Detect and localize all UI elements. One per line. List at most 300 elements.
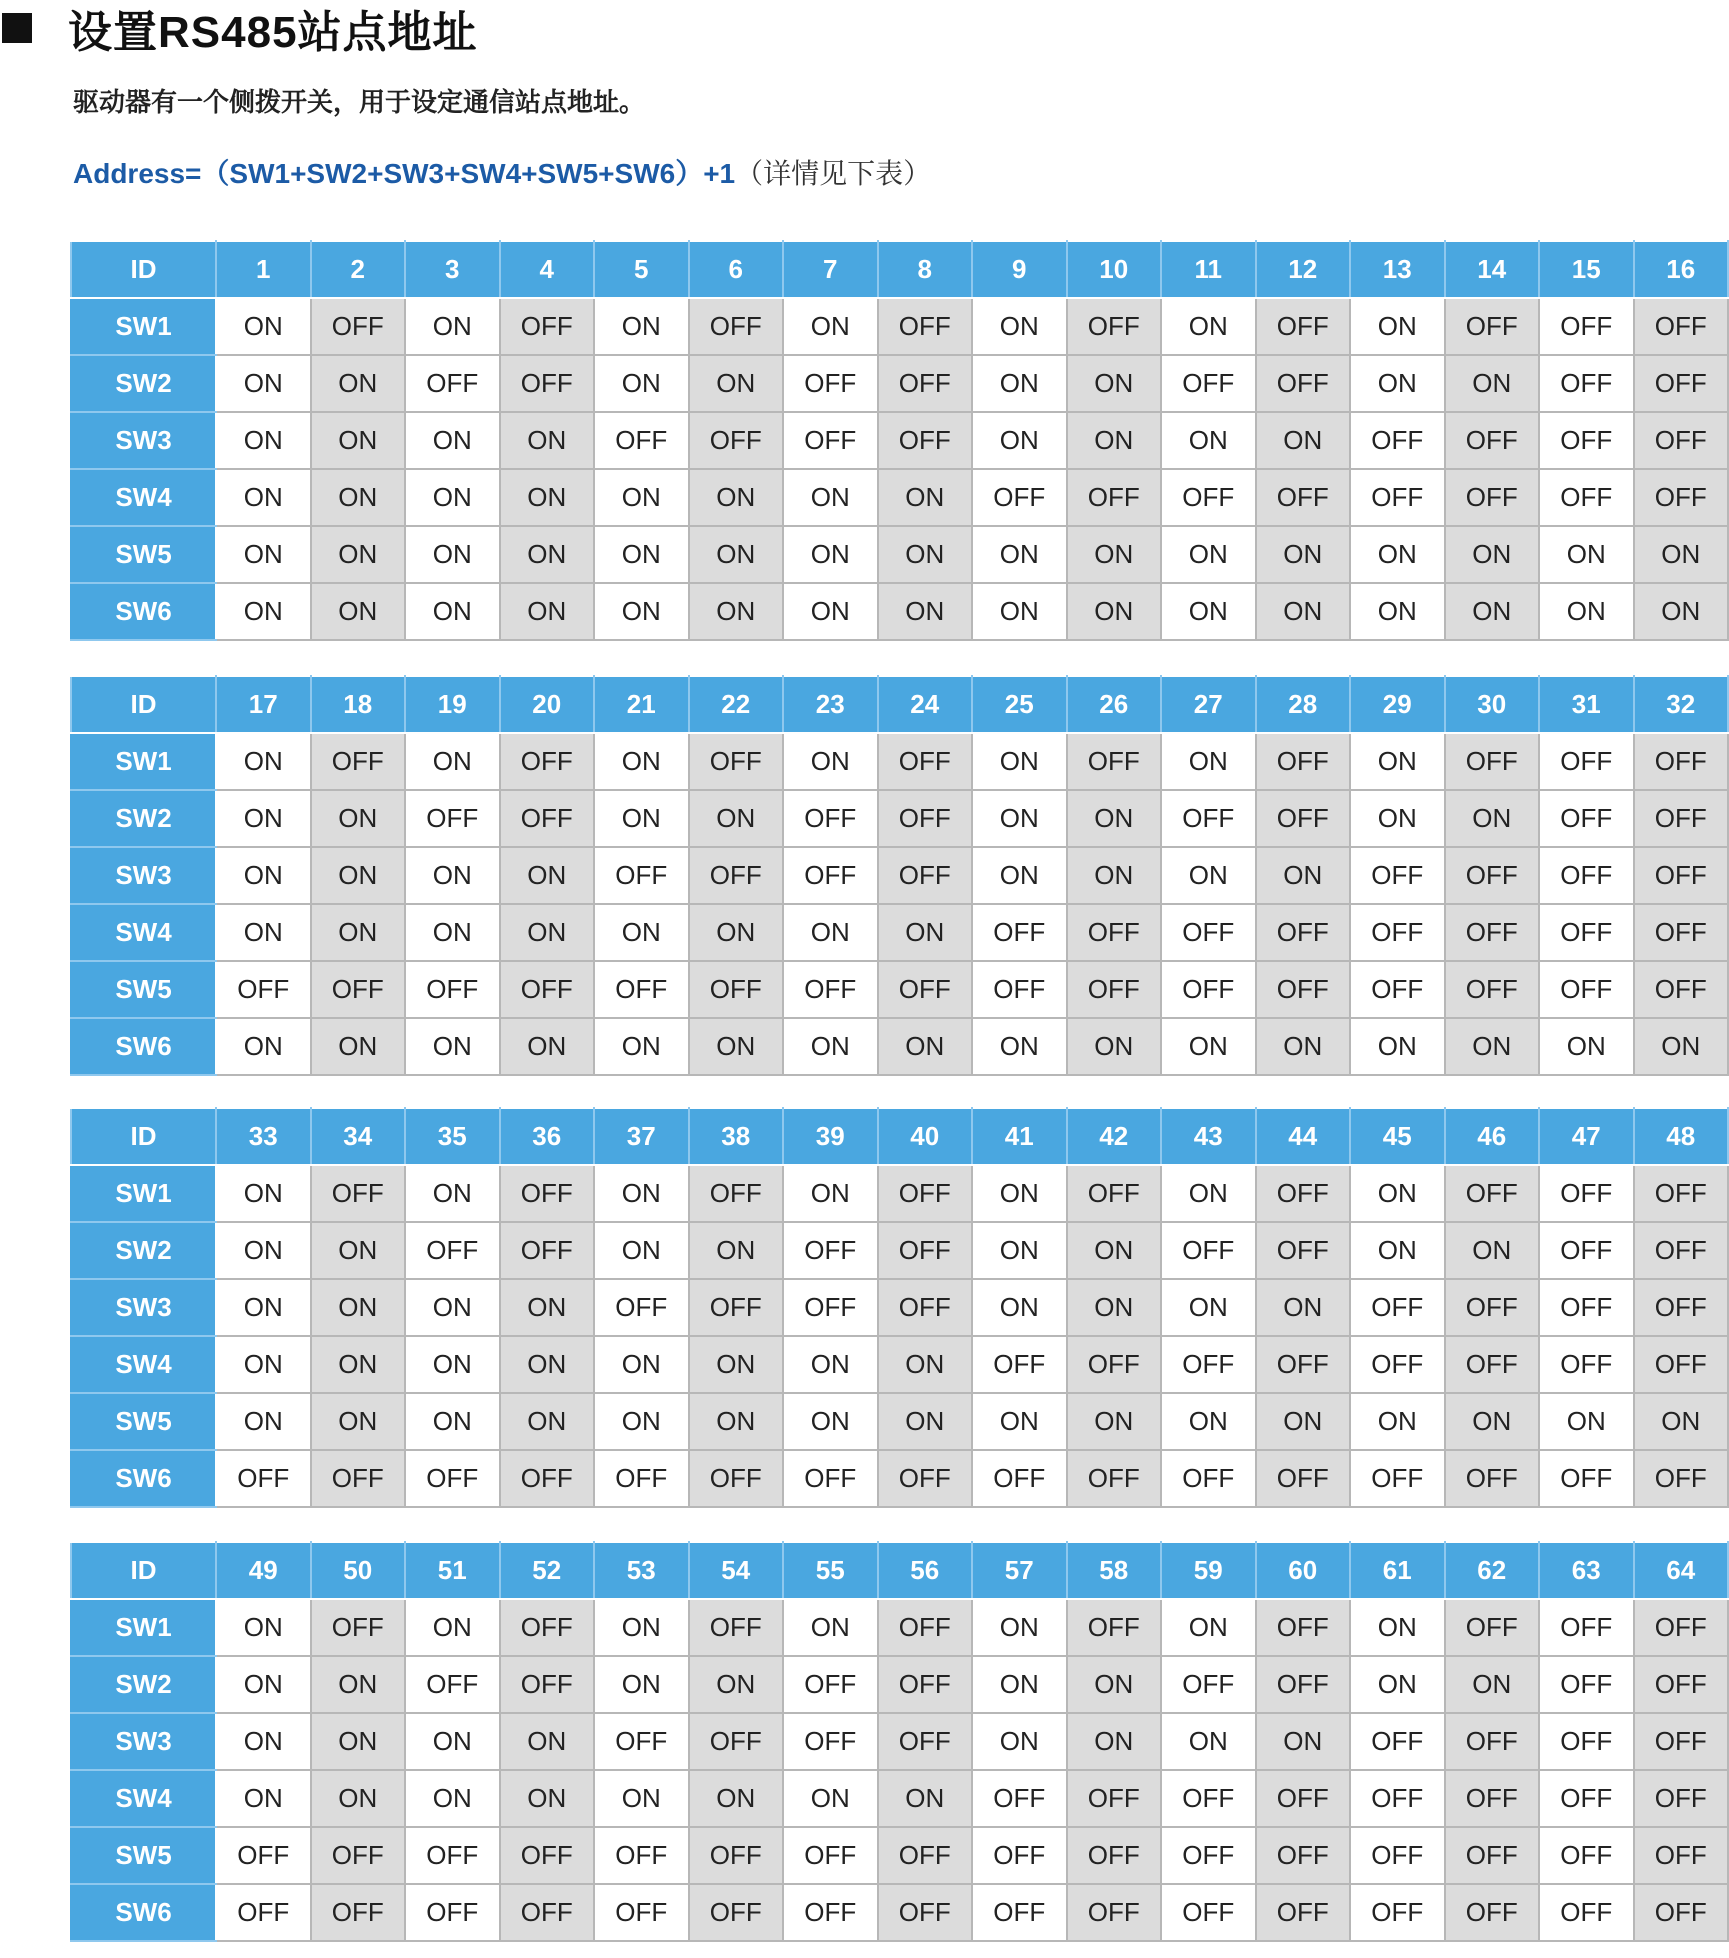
switch-state-cell: ON	[1634, 1393, 1729, 1450]
switch-state-cell: OFF	[1445, 1336, 1540, 1393]
id-header-cell: 7	[783, 241, 878, 298]
switch-state-cell: OFF	[500, 1884, 595, 1941]
switch-state-cell: ON	[311, 1018, 406, 1075]
switch-state-cell: OFF	[878, 355, 973, 412]
switch-state-cell: OFF	[1539, 1279, 1634, 1336]
switch-state-cell: OFF	[1161, 355, 1256, 412]
switch-state-cell: ON	[972, 412, 1067, 469]
switch-state-cell: OFF	[1067, 733, 1162, 790]
id-header-cell: 20	[500, 676, 595, 733]
switch-label: SW3	[71, 412, 216, 469]
switch-state-cell: OFF	[1256, 1884, 1351, 1941]
switch-state-cell: OFF	[405, 1884, 500, 1941]
switch-state-cell: OFF	[1634, 355, 1729, 412]
switch-state-cell: ON	[1350, 298, 1445, 355]
switch-state-cell: ON	[1256, 1713, 1351, 1770]
switch-state-cell: OFF	[594, 1713, 689, 1770]
switch-state-cell: ON	[1350, 1393, 1445, 1450]
switch-state-cell: OFF	[878, 1165, 973, 1222]
id-header-cell: 64	[1634, 1542, 1729, 1599]
switch-label: SW2	[71, 1656, 216, 1713]
table-row	[71, 1656, 1728, 1713]
switch-state-cell: OFF	[1161, 469, 1256, 526]
switch-state-cell: ON	[405, 583, 500, 640]
switch-state-cell: OFF	[1256, 1336, 1351, 1393]
switch-state-cell: ON	[1256, 847, 1351, 904]
id-header-cell: 57	[972, 1542, 1067, 1599]
switch-state-cell: ON	[1539, 583, 1634, 640]
id-header-cell: 1	[216, 241, 311, 298]
switch-state-cell: ON	[783, 1018, 878, 1075]
switch-state-cell: OFF	[1634, 1770, 1729, 1827]
switch-state-cell: ON	[972, 526, 1067, 583]
switch-state-cell: ON	[1634, 526, 1729, 583]
switch-state-cell: ON	[594, 1222, 689, 1279]
switch-state-cell: ON	[311, 904, 406, 961]
switch-state-cell: OFF	[972, 469, 1067, 526]
id-header-row	[71, 1108, 1728, 1165]
switch-state-cell: ON	[594, 733, 689, 790]
switch-state-cell: ON	[783, 298, 878, 355]
switch-state-cell: OFF	[689, 298, 784, 355]
switch-state-cell: ON	[689, 790, 784, 847]
id-header-row	[71, 676, 1728, 733]
switch-state-cell: OFF	[216, 1450, 311, 1507]
switch-state-cell: OFF	[500, 1222, 595, 1279]
id-header-cell: 52	[500, 1542, 595, 1599]
switch-state-cell: OFF	[1350, 1827, 1445, 1884]
switch-state-cell: OFF	[783, 847, 878, 904]
switch-state-cell: ON	[1256, 1018, 1351, 1075]
intro-text: 驱动器有一个侧拨开关，用于设定通信站点地址。	[73, 87, 646, 117]
switch-state-cell: ON	[783, 904, 878, 961]
switch-state-cell: ON	[689, 469, 784, 526]
switch-state-cell: ON	[500, 412, 595, 469]
switch-state-cell: ON	[1445, 1656, 1540, 1713]
switch-state-cell: ON	[1067, 847, 1162, 904]
switch-state-cell: ON	[689, 583, 784, 640]
switch-state-cell: ON	[1350, 1018, 1445, 1075]
switch-state-cell: OFF	[1256, 1450, 1351, 1507]
id-header-cell: 50	[311, 1542, 406, 1599]
switch-state-cell: OFF	[1445, 904, 1540, 961]
switch-state-cell: ON	[1350, 790, 1445, 847]
switch-label: SW3	[71, 847, 216, 904]
switch-state-cell: OFF	[689, 412, 784, 469]
section-title: 设置RS485站点地址	[68, 8, 478, 57]
switch-state-cell: OFF	[1634, 790, 1729, 847]
switch-label: SW5	[71, 961, 216, 1018]
switch-state-cell: ON	[311, 790, 406, 847]
table-row	[71, 1336, 1728, 1393]
switch-state-cell: ON	[1539, 1393, 1634, 1450]
switch-state-cell: OFF	[1350, 1336, 1445, 1393]
switch-state-cell: ON	[405, 469, 500, 526]
switch-state-cell: OFF	[783, 355, 878, 412]
id-header-cell: 31	[1539, 676, 1634, 733]
switch-state-cell: OFF	[500, 355, 595, 412]
switch-state-cell: OFF	[1539, 1599, 1634, 1656]
switch-state-cell: OFF	[783, 790, 878, 847]
id-header-cell: 35	[405, 1108, 500, 1165]
switch-state-cell: ON	[594, 904, 689, 961]
switch-state-cell: ON	[783, 733, 878, 790]
switch-label: SW2	[71, 790, 216, 847]
formula-note: （详情见下表）	[735, 158, 932, 189]
switch-state-cell: ON	[594, 1018, 689, 1075]
switch-state-cell: ON	[972, 355, 1067, 412]
switch-state-cell: OFF	[972, 1450, 1067, 1507]
switch-state-cell: OFF	[1539, 355, 1634, 412]
table-row	[71, 298, 1728, 355]
switch-state-cell: OFF	[1445, 1165, 1540, 1222]
table-row	[71, 1222, 1728, 1279]
switch-state-cell: OFF	[1634, 469, 1729, 526]
switch-state-cell: OFF	[311, 1599, 406, 1656]
id-header-cell: 12	[1256, 241, 1351, 298]
switch-state-cell: ON	[689, 1018, 784, 1075]
switch-state-cell: OFF	[1161, 1656, 1256, 1713]
switch-state-cell: OFF	[1634, 961, 1729, 1018]
switch-state-cell: ON	[1161, 1165, 1256, 1222]
switch-state-cell: OFF	[500, 1656, 595, 1713]
id-header-cell: 46	[1445, 1108, 1540, 1165]
switch-state-cell: OFF	[500, 1165, 595, 1222]
switch-state-cell: ON	[1067, 355, 1162, 412]
switch-state-cell: ON	[783, 1599, 878, 1656]
switch-state-cell: OFF	[594, 961, 689, 1018]
switch-state-cell: OFF	[1161, 1450, 1256, 1507]
switch-label: SW1	[71, 733, 216, 790]
switch-state-cell: OFF	[1539, 1884, 1634, 1941]
switch-table	[70, 675, 1729, 1076]
switch-state-cell: ON	[1256, 412, 1351, 469]
id-header-cell: 19	[405, 676, 500, 733]
id-header-row	[71, 1542, 1728, 1599]
switch-state-cell: ON	[878, 1018, 973, 1075]
switch-state-cell: OFF	[216, 961, 311, 1018]
switch-state-cell: ON	[216, 583, 311, 640]
switch-state-cell: ON	[1445, 1222, 1540, 1279]
switch-state-cell: OFF	[1634, 1827, 1729, 1884]
switch-state-cell: OFF	[500, 790, 595, 847]
switch-state-cell: OFF	[1256, 1165, 1351, 1222]
id-header-cell: 10	[1067, 241, 1162, 298]
switch-state-cell: ON	[311, 1336, 406, 1393]
switch-state-cell: OFF	[878, 1656, 973, 1713]
switch-state-cell: OFF	[1445, 847, 1540, 904]
switch-state-cell: OFF	[1350, 1450, 1445, 1507]
table-row	[71, 1599, 1728, 1656]
switch-state-cell: OFF	[1539, 298, 1634, 355]
id-header-cell: 40	[878, 1108, 973, 1165]
switch-state-cell: ON	[1161, 526, 1256, 583]
table-row	[71, 526, 1728, 583]
id-header-label: ID	[71, 1108, 216, 1165]
switch-state-cell: OFF	[1350, 469, 1445, 526]
switch-state-cell: OFF	[1256, 1656, 1351, 1713]
switch-state-cell: OFF	[1256, 1222, 1351, 1279]
switch-state-cell: OFF	[1067, 1599, 1162, 1656]
switch-state-cell: ON	[1256, 1393, 1351, 1450]
table-row	[71, 1165, 1728, 1222]
switch-state-cell: ON	[1067, 1279, 1162, 1336]
switch-state-cell: ON	[1161, 298, 1256, 355]
switch-state-cell: ON	[311, 583, 406, 640]
switch-state-cell: OFF	[1067, 1336, 1162, 1393]
switch-state-cell: ON	[311, 412, 406, 469]
table-row	[71, 469, 1728, 526]
table-row	[71, 412, 1728, 469]
id-header-cell: 27	[1161, 676, 1256, 733]
id-header-cell: 47	[1539, 1108, 1634, 1165]
switch-label: SW4	[71, 1770, 216, 1827]
switch-state-cell: OFF	[1350, 1884, 1445, 1941]
switch-label: SW1	[71, 298, 216, 355]
switch-state-cell: ON	[405, 904, 500, 961]
id-header-cell: 42	[1067, 1108, 1162, 1165]
switch-state-cell: ON	[311, 469, 406, 526]
switch-state-cell: ON	[594, 469, 689, 526]
table-row	[71, 790, 1728, 847]
id-header-cell: 21	[594, 676, 689, 733]
switch-state-cell: OFF	[689, 1279, 784, 1336]
switch-state-cell: OFF	[405, 1222, 500, 1279]
switch-state-cell: ON	[1161, 847, 1256, 904]
switch-state-cell: OFF	[1161, 961, 1256, 1018]
id-header-cell: 16	[1634, 241, 1729, 298]
switch-state-cell: OFF	[878, 1279, 973, 1336]
switch-label: SW6	[71, 583, 216, 640]
dip-table-1	[70, 240, 1729, 641]
switch-state-cell: ON	[311, 847, 406, 904]
id-header-cell: 24	[878, 676, 973, 733]
formula-expression: Address=（SW1+SW2+SW3+SW4+SW5+SW6）+1	[73, 158, 736, 189]
dip-table-2	[70, 675, 1729, 1076]
switch-state-cell: OFF	[1634, 904, 1729, 961]
id-header-cell: 36	[500, 1108, 595, 1165]
switch-state-cell: ON	[1067, 1018, 1162, 1075]
switch-state-cell: ON	[878, 1393, 973, 1450]
switch-state-cell: OFF	[689, 1165, 784, 1222]
table-row	[71, 355, 1728, 412]
switch-state-cell: ON	[878, 583, 973, 640]
switch-state-cell: ON	[594, 790, 689, 847]
switch-state-cell: OFF	[1067, 1450, 1162, 1507]
id-header-cell: 13	[1350, 241, 1445, 298]
switch-state-cell: OFF	[1161, 1222, 1256, 1279]
switch-state-cell: ON	[594, 298, 689, 355]
switch-state-cell: OFF	[594, 847, 689, 904]
id-header-cell: 41	[972, 1108, 1067, 1165]
switch-state-cell: ON	[216, 1018, 311, 1075]
switch-state-cell: ON	[311, 1393, 406, 1450]
switch-state-cell: OFF	[1256, 1827, 1351, 1884]
switch-state-cell: ON	[1161, 1279, 1256, 1336]
id-header-cell: 58	[1067, 1542, 1162, 1599]
switch-state-cell: ON	[972, 583, 1067, 640]
switch-state-cell: OFF	[1350, 1713, 1445, 1770]
switch-state-cell: ON	[972, 847, 1067, 904]
switch-state-cell: OFF	[500, 961, 595, 1018]
switch-state-cell: OFF	[972, 961, 1067, 1018]
id-header-cell: 48	[1634, 1108, 1729, 1165]
id-header-label: ID	[71, 676, 216, 733]
switch-state-cell: OFF	[783, 1222, 878, 1279]
switch-state-cell: ON	[311, 1279, 406, 1336]
switch-state-cell: OFF	[216, 1884, 311, 1941]
id-header-cell: 6	[689, 241, 784, 298]
switch-state-cell: OFF	[878, 961, 973, 1018]
switch-label: SW3	[71, 1279, 216, 1336]
switch-state-cell: ON	[1161, 1599, 1256, 1656]
switch-state-cell: ON	[1067, 1222, 1162, 1279]
id-header-cell: 14	[1445, 241, 1540, 298]
switch-state-cell: OFF	[311, 1884, 406, 1941]
id-header-cell: 15	[1539, 241, 1634, 298]
switch-state-cell: OFF	[311, 1827, 406, 1884]
switch-state-cell: OFF	[1161, 1884, 1256, 1941]
switch-state-cell: OFF	[878, 1599, 973, 1656]
switch-state-cell: ON	[783, 1770, 878, 1827]
switch-state-cell: OFF	[1539, 1222, 1634, 1279]
switch-state-cell: OFF	[1067, 298, 1162, 355]
switch-state-cell: OFF	[1634, 1713, 1729, 1770]
id-header-cell: 60	[1256, 1542, 1351, 1599]
table-row	[71, 1450, 1728, 1507]
switch-state-cell: OFF	[1539, 1336, 1634, 1393]
switch-state-cell: ON	[500, 847, 595, 904]
switch-state-cell: OFF	[1067, 1165, 1162, 1222]
switch-state-cell: ON	[594, 1336, 689, 1393]
switch-state-cell: ON	[689, 526, 784, 583]
switch-state-cell: OFF	[500, 1450, 595, 1507]
switch-state-cell: ON	[405, 1018, 500, 1075]
id-header-label: ID	[71, 241, 216, 298]
switch-state-cell: OFF	[1445, 298, 1540, 355]
switch-state-cell: ON	[594, 1656, 689, 1713]
section-heading	[0, 0, 478, 56]
switch-state-cell: OFF	[783, 1713, 878, 1770]
switch-state-cell: ON	[689, 1656, 784, 1713]
switch-state-cell: ON	[1161, 412, 1256, 469]
switch-state-cell: OFF	[783, 1827, 878, 1884]
id-header-cell: 45	[1350, 1108, 1445, 1165]
switch-state-cell: OFF	[1445, 1713, 1540, 1770]
switch-state-cell: ON	[1445, 583, 1540, 640]
id-header-cell: 3	[405, 241, 500, 298]
switch-state-cell: ON	[216, 1165, 311, 1222]
id-header-cell: 26	[1067, 676, 1162, 733]
switch-state-cell: OFF	[1161, 1336, 1256, 1393]
switch-state-cell: OFF	[1161, 1827, 1256, 1884]
switch-state-cell: OFF	[1256, 961, 1351, 1018]
switch-state-cell: OFF	[1445, 469, 1540, 526]
switch-state-cell: OFF	[1256, 1770, 1351, 1827]
switch-state-cell: OFF	[1539, 1827, 1634, 1884]
switch-state-cell: OFF	[1067, 1884, 1162, 1941]
switch-state-cell: OFF	[878, 847, 973, 904]
switch-state-cell: ON	[500, 583, 595, 640]
switch-state-cell: ON	[216, 412, 311, 469]
switch-state-cell: OFF	[1067, 469, 1162, 526]
id-header-cell: 25	[972, 676, 1067, 733]
switch-state-cell: ON	[1634, 583, 1729, 640]
switch-state-cell: OFF	[1634, 1599, 1729, 1656]
switch-state-cell: OFF	[1539, 904, 1634, 961]
switch-state-cell: OFF	[1539, 1656, 1634, 1713]
switch-state-cell: ON	[1350, 733, 1445, 790]
switch-state-cell: OFF	[783, 1656, 878, 1713]
switch-state-cell: ON	[1161, 583, 1256, 640]
switch-state-cell: ON	[972, 1222, 1067, 1279]
switch-state-cell: ON	[311, 1770, 406, 1827]
id-header-cell: 32	[1634, 676, 1729, 733]
id-header-cell: 17	[216, 676, 311, 733]
switch-state-cell: ON	[405, 298, 500, 355]
switch-state-cell: ON	[1350, 583, 1445, 640]
id-header-cell: 37	[594, 1108, 689, 1165]
switch-state-cell: OFF	[1256, 469, 1351, 526]
switch-state-cell: ON	[878, 526, 973, 583]
switch-state-cell: OFF	[878, 1222, 973, 1279]
id-header-cell: 39	[783, 1108, 878, 1165]
switch-state-cell: OFF	[972, 1336, 1067, 1393]
switch-label: SW5	[71, 1393, 216, 1450]
switch-state-cell: ON	[311, 1656, 406, 1713]
switch-state-cell: ON	[1350, 1599, 1445, 1656]
id-header-cell: 2	[311, 241, 406, 298]
switch-state-cell: ON	[216, 298, 311, 355]
switch-state-cell: OFF	[405, 1450, 500, 1507]
switch-state-cell: ON	[216, 733, 311, 790]
id-header-cell: 38	[689, 1108, 784, 1165]
switch-state-cell: ON	[216, 904, 311, 961]
switch-state-cell: OFF	[1256, 904, 1351, 961]
switch-label: SW1	[71, 1165, 216, 1222]
switch-state-cell: OFF	[1634, 1165, 1729, 1222]
switch-state-cell: OFF	[1539, 412, 1634, 469]
switch-state-cell: OFF	[1634, 1222, 1729, 1279]
id-header-cell: 18	[311, 676, 406, 733]
switch-state-cell: ON	[500, 526, 595, 583]
id-header-cell: 11	[1161, 241, 1256, 298]
switch-state-cell: OFF	[405, 355, 500, 412]
id-header-cell: 43	[1161, 1108, 1256, 1165]
switch-state-cell: ON	[1161, 1713, 1256, 1770]
switch-state-cell: ON	[972, 1713, 1067, 1770]
switch-state-cell: ON	[972, 790, 1067, 847]
switch-state-cell: ON	[689, 904, 784, 961]
switch-label: SW4	[71, 1336, 216, 1393]
switch-table	[70, 1107, 1729, 1508]
switch-state-cell: OFF	[594, 1827, 689, 1884]
switch-state-cell: OFF	[1350, 412, 1445, 469]
table-row	[71, 1770, 1728, 1827]
switch-state-cell: OFF	[1067, 1827, 1162, 1884]
switch-label: SW5	[71, 526, 216, 583]
switch-state-cell: ON	[405, 1165, 500, 1222]
switch-state-cell: ON	[1350, 1165, 1445, 1222]
id-header-cell: 44	[1256, 1108, 1351, 1165]
switch-state-cell: OFF	[1445, 1884, 1540, 1941]
switch-state-cell: ON	[1161, 1393, 1256, 1450]
switch-state-cell: OFF	[1539, 1450, 1634, 1507]
switch-state-cell: ON	[783, 469, 878, 526]
switch-state-cell: ON	[972, 1018, 1067, 1075]
switch-state-cell: OFF	[1539, 1770, 1634, 1827]
switch-state-cell: OFF	[1256, 355, 1351, 412]
